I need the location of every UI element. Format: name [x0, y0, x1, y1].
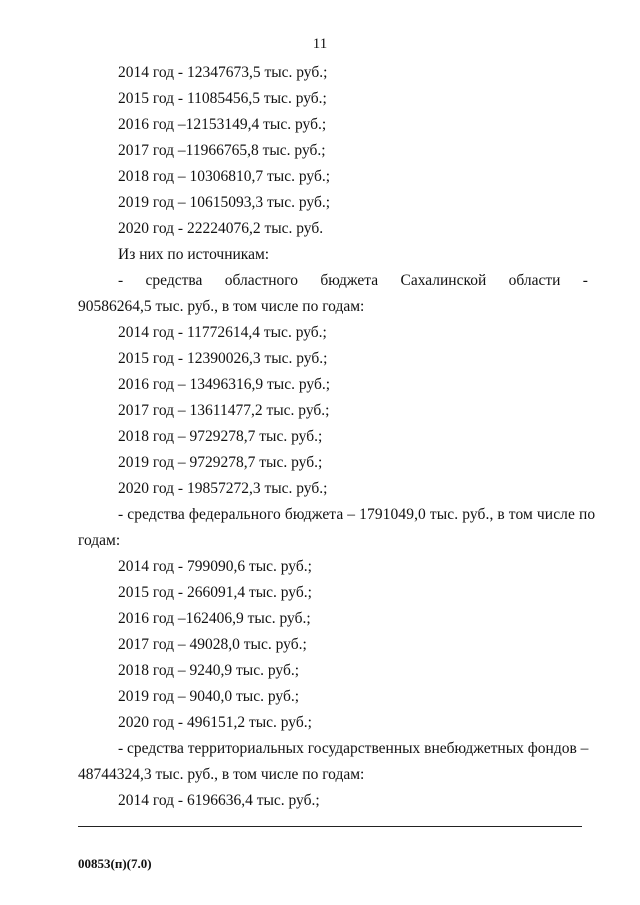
- regional-word-1: средства: [145, 272, 203, 289]
- sources-intro: Из них по источникам:: [118, 246, 270, 263]
- federal-year-2014: 2014 год - 799090,6 тыс. руб.;: [118, 558, 312, 575]
- regional-year-2018: 2018 год – 9729278,7 тыс. руб.;: [118, 428, 323, 445]
- regional-word-4: Сахалинской: [400, 272, 487, 289]
- footer-divider: [78, 826, 582, 827]
- regional-word-2: областного: [224, 272, 298, 289]
- regional-trailing-dash: -: [582, 272, 588, 289]
- extrabudgetary-heading: - средства территориальных государственных внебюджетных фондов –: [118, 740, 589, 757]
- federal-year-2016: 2016 год –162406,9 тыс. руб.;: [118, 610, 311, 627]
- page-number: 11: [312, 36, 328, 52]
- regional-budget-heading: [118, 271, 588, 291]
- federal-year-2015: 2015 год - 266091,4 тыс. руб.;: [118, 584, 312, 601]
- federal-year-2018: 2018 год – 9240,9 тыс. руб.;: [118, 662, 300, 679]
- extrabudgetary-year-2014: 2014 год - 6196636,4 тыс. руб.;: [118, 792, 320, 809]
- regional-year-2016: 2016 год – 13496316,9 тыс. руб.;: [118, 376, 331, 393]
- federal-year-2019: 2019 год – 9040,0 тыс. руб.;: [118, 688, 300, 705]
- total-year-2017: 2017 год –11966765,8 тыс. руб.;: [118, 142, 326, 159]
- document-code: 00853(п)(7.0): [78, 856, 152, 871]
- total-year-2016: 2016 год –12153149,4 тыс. руб.;: [118, 116, 327, 133]
- regional-budget-total: 90586264,5 тыс. руб., в том числе по годам:: [78, 298, 365, 315]
- regional-word-5: области: [508, 272, 561, 289]
- federal-year-2020: 2020 год - 496151,2 тыс. руб.;: [118, 714, 312, 731]
- extrabudgetary-total: 48744324,3 тыс. руб., в том числе по годам:: [78, 766, 365, 783]
- regional-year-2020: 2020 год - 19857272,3 тыс. руб.;: [118, 480, 328, 497]
- federal-budget-continuation: годам:: [78, 532, 121, 549]
- regional-year-2017: 2017 год – 13611477,2 тыс. руб.;: [118, 402, 330, 419]
- regional-year-2014: 2014 год - 11772614,4 тыс. руб.;: [118, 324, 327, 341]
- regional-dash: -: [118, 272, 124, 289]
- total-year-2018: 2018 год – 10306810,7 тыс. руб.;: [118, 168, 331, 185]
- total-year-2019: 2019 год – 10615093,3 тыс. руб.;: [118, 194, 331, 211]
- total-year-2015: 2015 год - 11085456,5 тыс. руб.;: [118, 90, 327, 107]
- regional-year-2019: 2019 год – 9729278,7 тыс. руб.;: [118, 454, 323, 471]
- regional-word-3: бюджета: [320, 272, 379, 289]
- total-year-2020: 2020 год - 22224076,2 тыс. руб.: [118, 220, 324, 237]
- regional-year-2015: 2015 год - 12390026,3 тыс. руб.;: [118, 350, 328, 367]
- federal-year-2017: 2017 год – 49028,0 тыс. руб.;: [118, 636, 307, 653]
- federal-budget-heading: - средства федерального бюджета – 1791049,0 тыс. руб., в том числе по: [118, 506, 596, 523]
- total-year-2014: 2014 год - 12347673,5 тыс. руб.;: [118, 64, 328, 81]
